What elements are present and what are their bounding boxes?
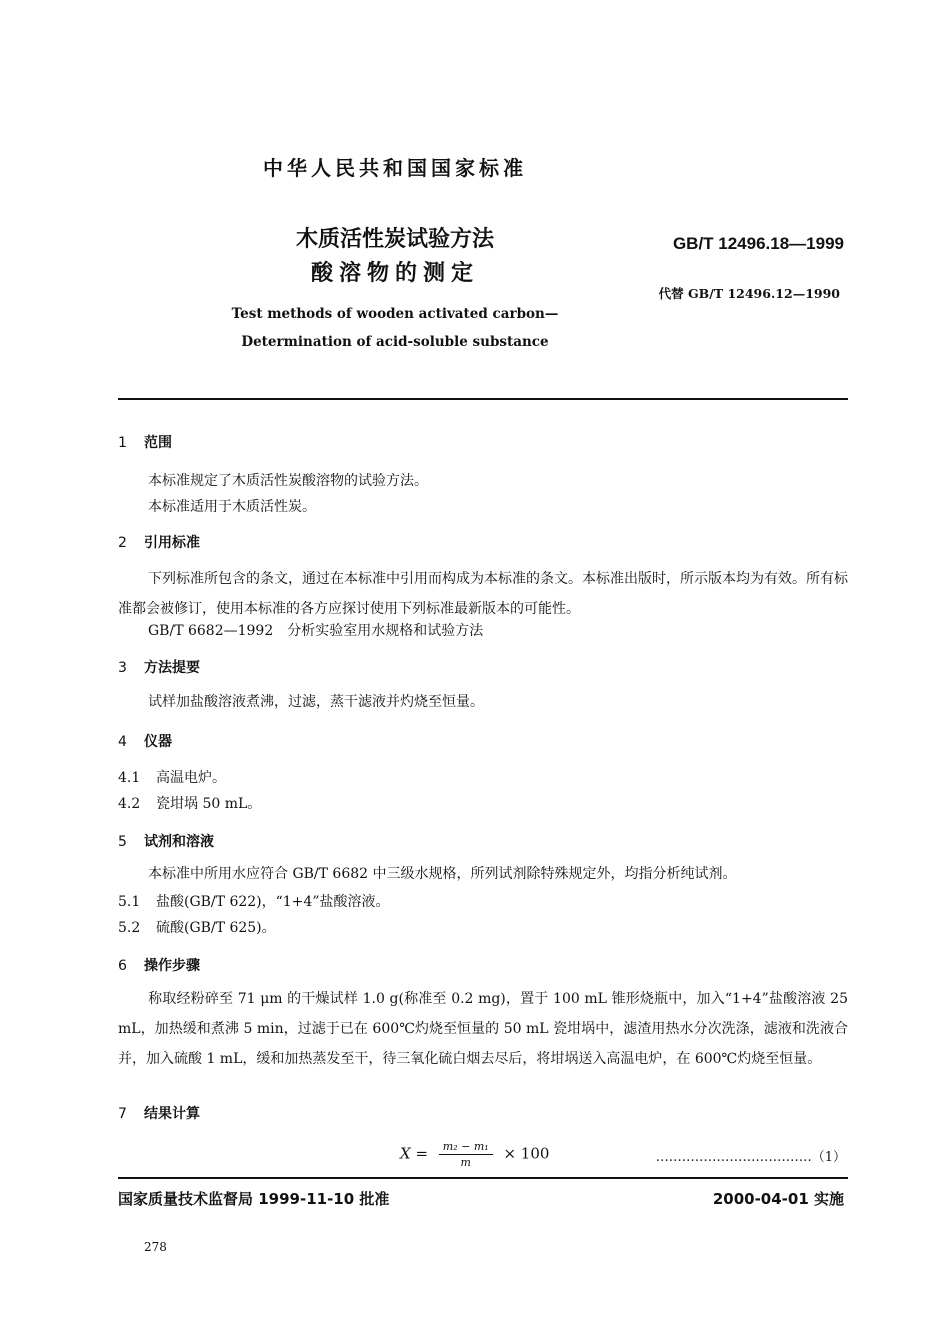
item-number: 5.2 <box>118 920 141 936</box>
section-title: 范围 <box>144 435 172 451</box>
item-text: 高温电炉。 <box>156 770 226 786</box>
national-standard-header: 中华人民共和国国家标准 <box>263 156 527 180</box>
section-2-reference <box>118 616 848 646</box>
formula-1 <box>400 1140 549 1169</box>
item-number: 4.2 <box>118 796 141 812</box>
section-1-para-2 <box>118 492 848 522</box>
paragraph-text: 称取经粉碎至 71 μm 的干燥试样 1.0 g(称准至 0.2 mg)，置于 100 mL 锥形烧瓶中，加入“1+4”盐酸溶液 25 mL，加热缓和煮沸 5 min，过滤于已在 600℃灼烧至恒量的 50 mL 瓷坩埚中，滤渣用热水分次洗涤，滤液和洗液合并，加入硫酸 1 mL，缓和加热蒸发至干，待三氧化硫白烟去尽后，将坩埚送入高温电炉，在 600℃灼烧至恒量。 <box>118 991 848 1067</box>
paragraph-text: 本标准适用于木质活性炭。 <box>148 499 316 515</box>
standard-number: GB/T 12496.18—1999 <box>672 234 844 253</box>
section-title: 方法提要 <box>144 660 200 676</box>
section-heading-7 <box>118 1103 200 1123</box>
section-number: 6 <box>118 958 127 974</box>
replaces-standard: 代替 GB/T 12496.12—1990 <box>658 286 840 301</box>
equation-number: ………………………………（1） <box>655 1150 846 1165</box>
section-6-para-1 <box>118 984 848 1074</box>
header-divider <box>118 398 848 400</box>
section-number: 1 <box>118 435 127 451</box>
item-text: 瓷坩埚 50 mL。 <box>156 796 262 812</box>
reference-text: GB/T 6682—1992 分析实验室用水规格和试验方法 <box>148 623 484 639</box>
item-text: 盐酸(GB/T 622)，“1+4”盐酸溶液。 <box>156 894 390 910</box>
formula-numerator: m₂ − m₁ <box>439 1140 493 1155</box>
section-number: 4 <box>118 734 127 750</box>
title-en-line2: Determination of acid-soluble substance <box>241 334 549 350</box>
item-4-2 <box>118 793 261 813</box>
paragraph-text: 试样加盐酸溶液煮沸，过滤，蒸干滤液并灼烧至恒量。 <box>148 694 484 710</box>
section-heading-1 <box>118 432 172 452</box>
item-number: 5.1 <box>118 894 141 910</box>
section-heading-6 <box>118 955 200 975</box>
approval-line: 国家质量技术监督局 1999-11-10 批准 <box>118 1190 390 1208</box>
item-number: 4.1 <box>118 770 141 786</box>
paragraph-text: 本标准规定了木质活性炭酸溶物的试验方法。 <box>148 473 428 489</box>
formula-fraction <box>439 1140 493 1169</box>
title-cn-line1: 木质活性炭试验方法 <box>295 227 494 252</box>
section-title: 引用标准 <box>144 535 200 551</box>
formula-lhs: X = <box>400 1144 429 1163</box>
section-3-para-1 <box>118 687 848 717</box>
section-title: 仪器 <box>144 734 172 750</box>
section-title: 操作步骤 <box>144 958 200 974</box>
section-heading-2 <box>118 532 200 552</box>
page-number: 278 <box>144 1240 167 1254</box>
section-2-para-1 <box>118 564 848 624</box>
section-number: 7 <box>118 1106 127 1122</box>
implementation-date: 2000-04-01 实施 <box>712 1190 844 1208</box>
paragraph-text: 本标准中所用水应符合 GB/T 6682 中三级水规格，所列试剂除特殊规定外，均指分析纯试剂。 <box>148 866 737 882</box>
item-4-1 <box>118 767 226 787</box>
section-title: 试剂和溶液 <box>144 834 214 850</box>
item-5-1 <box>118 891 389 911</box>
formula-denominator: m <box>460 1156 471 1169</box>
section-heading-3 <box>118 657 200 677</box>
section-number: 2 <box>118 535 127 551</box>
formula-multiplier: × 100 <box>503 1144 550 1163</box>
section-number: 3 <box>118 660 127 676</box>
paragraph-text: 下列标准所包含的条文，通过在本标准中引用而构成为本标准的条文。本标准出版时，所示版本均为有效。所有标准都会被修订，使用本标准的各方应探讨使用下列标准最新版本的可能性。 <box>118 571 848 617</box>
section-5-para-1 <box>118 859 848 889</box>
item-text: 硫酸(GB/T 625)。 <box>156 920 276 936</box>
section-title: 结果计算 <box>144 1106 200 1122</box>
section-number: 5 <box>118 834 127 850</box>
item-5-2 <box>118 917 276 937</box>
title-cn-line2: 酸溶物的测定 <box>310 261 479 286</box>
section-heading-4 <box>118 731 172 751</box>
title-en-line1: Test methods of wooden activated carbon— <box>231 306 559 322</box>
footer-divider <box>118 1177 848 1179</box>
section-heading-5 <box>118 831 214 851</box>
